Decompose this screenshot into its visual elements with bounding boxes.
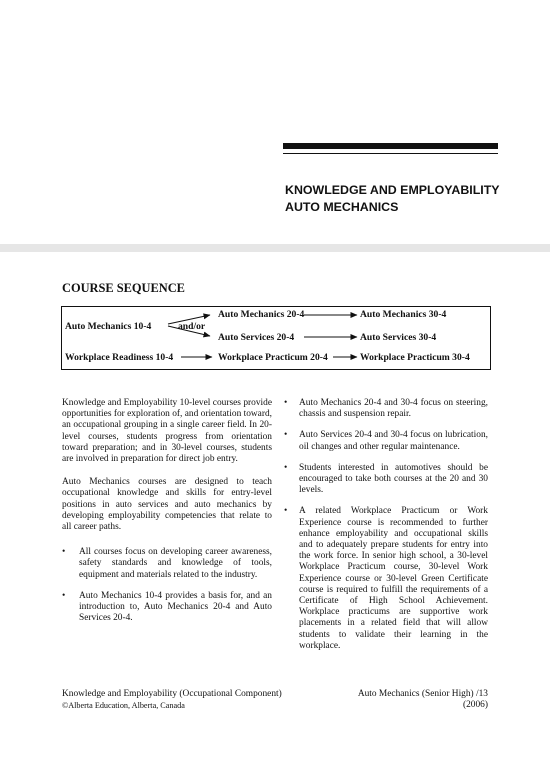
bullet-item: • Auto Mechanics 20-4 and 30-4 focus on steering, chassis and suspension repair. xyxy=(284,398,488,420)
node-auto-services-20: Auto Services 20-4 xyxy=(218,332,295,343)
bullet-item: • A related Workplace Practicum or Work Experience course is recommended to further enhance employability and occupational skills and to adequately prepare students for entry into the work force. In senior high school, a 30-level Workplace Practicum course, 30-level Work Experience course or 30-level Green Certificate course is required to fulfill the requirements of a Certificate of High School Achievement. Workplace practicums are supportive work placements in a related field that will allow students to validate their learning in the workplace. xyxy=(284,506,488,652)
section-divider-band xyxy=(0,244,550,252)
title-line-1: KNOWLEDGE AND EMPLOYABILITY xyxy=(285,183,500,197)
footer-source: Knowledge and Employability (Occupational Component) xyxy=(62,689,282,699)
left-column xyxy=(62,398,272,634)
node-auto-mechanics-30: Auto Mechanics 30-4 xyxy=(360,309,447,320)
intro-paragraph: Knowledge and Employability 10-level courses provide opportunities for exploration of, and orientation toward, an occupational grouping in a single career field. In 20-level courses, students progress from orientation toward preparation; and in 30-level courses, students are involved in preparation for direct job entry. xyxy=(62,398,272,465)
footer-page-ref: Auto Mechanics (Senior High) /13 xyxy=(357,689,488,699)
bullet-item: • Students interested in automotives should be encouraged to take both courses at the 20 and 30 levels. xyxy=(284,463,488,497)
bullet-item: • Auto Mechanics 10-4 provides a basis for, and an introduction to, Auto Mechanics 20-4 and Auto Services 20-4. xyxy=(62,591,272,625)
right-bullet-list xyxy=(284,398,488,652)
footer-left xyxy=(62,689,282,711)
right-column xyxy=(284,398,488,662)
left-bullet-list xyxy=(62,547,272,624)
node-and-or: and/or xyxy=(178,321,206,332)
footer-right xyxy=(358,689,488,711)
node-workplace-readiness-10: Workplace Readiness 10-4 xyxy=(65,352,174,363)
node-workplace-practicum-30: Workplace Practicum 30-4 xyxy=(360,352,470,363)
node-auto-mechanics-10: Auto Mechanics 10-4 xyxy=(65,321,152,332)
courses-paragraph: Auto Mechanics courses are designed to teach occupational knowledge and skills for entry-level positions in auto services and auto mechanics by developing employability competencies that relate to all career paths. xyxy=(62,477,272,533)
footer-copyright: ©Alberta Education, Alberta, Canada xyxy=(62,701,185,710)
node-auto-services-30: Auto Services 30-4 xyxy=(360,332,437,343)
header-rule-thick xyxy=(283,143,498,149)
node-auto-mechanics-20: Auto Mechanics 20-4 xyxy=(218,309,305,320)
title-line-2: AUTO MECHANICS xyxy=(285,200,399,214)
bullet-item: • Auto Services 20-4 and 30-4 focus on lubrication, oil changes and other regular maintenance. xyxy=(284,430,488,452)
header-rule-thin xyxy=(283,153,498,154)
bullet-item: • All courses focus on developing career awareness, safety standards and knowledge of tools, equipment and materials related to the industry. xyxy=(62,547,272,581)
section-heading: COURSE SEQUENCE xyxy=(62,281,185,295)
footer-year: (2006) xyxy=(463,700,488,710)
node-workplace-practicum-20: Workplace Practicum 20-4 xyxy=(218,352,328,363)
page-title xyxy=(285,182,535,216)
